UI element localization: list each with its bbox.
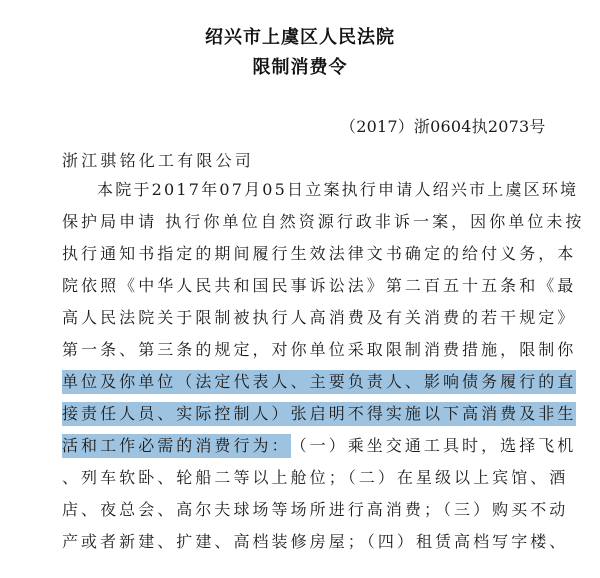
case-number: （2017）浙0604执2073号 <box>340 117 546 136</box>
body-line: 保护局申请 执行你单位自然资源行政非诉一案，因你单位未按 <box>62 212 585 231</box>
selected-text[interactable]: 单位及你单位（法定代表人、主要负责人、影响债务履行的直 <box>62 370 576 394</box>
addressee: 浙江骐铭化工有限公司 <box>62 151 255 170</box>
court-name-heading: 绍兴市上虞区人民法院 <box>205 27 395 48</box>
body-line: 、列车软卧、轮船二等以上舱位；（二）在星级以上宾馆、酒 <box>62 468 569 487</box>
body-line: 产或者新建、扩建、高档装修房屋；（四）租赁高档写字楼、 <box>62 532 569 551</box>
highlighted-line[interactable] <box>62 430 577 462</box>
document-type-heading: 限制消费令 <box>252 57 348 78</box>
body-line: 店、夜总会、高尔夫球场等场所进行高消费；（三）购买不动 <box>62 500 569 519</box>
order-body <box>62 174 585 558</box>
selected-text[interactable]: 活和工作必需的消费行为： <box>62 434 291 458</box>
highlighted-line[interactable] <box>62 366 577 398</box>
selected-person-name[interactable]: 张启明 <box>291 402 348 426</box>
highlighted-line[interactable] <box>62 398 577 430</box>
body-line: 本院于2017年07月05日立案执行申请人绍兴市上虞区环境 <box>97 180 579 199</box>
body-text: （一）乘坐交通工具时，选择飞机 <box>290 436 577 455</box>
body-line: 高人民法院关于限制被执行人高消费及有关消费的若干规定》 <box>62 308 577 327</box>
body-line: 院依照《中华人民共和国民事诉讼法》第二百五十五条和《最 <box>62 276 577 295</box>
body-line: 执行通知书指定的期间履行生效法律文书确定的给付义务，本 <box>62 244 577 263</box>
selected-text[interactable]: 接责任人员、实际控制人） <box>62 402 291 426</box>
body-line: 第一条、第三条的规定，对你单位采取限制消费措施，限制你 <box>62 340 577 359</box>
selected-text[interactable]: 不得实施以下高消费及非生 <box>348 402 577 426</box>
